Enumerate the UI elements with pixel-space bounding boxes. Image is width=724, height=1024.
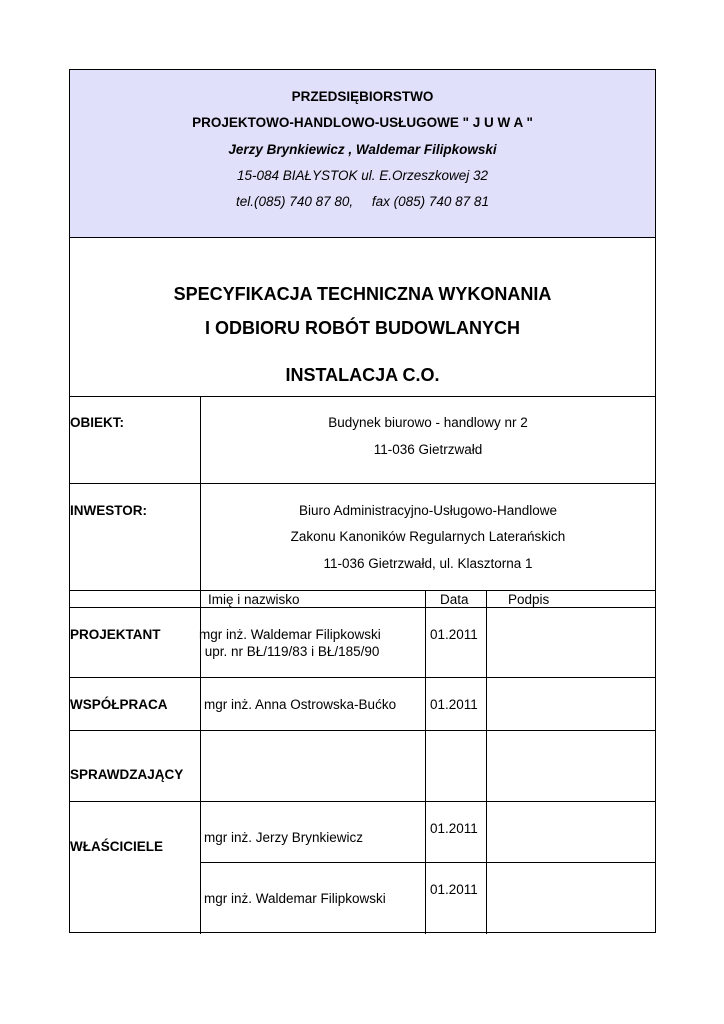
projektant-date: 01.2011 — [430, 627, 478, 642]
column-divider — [200, 396, 201, 934]
company-line1: PRZEDSIĘBIORSTWO — [291, 89, 434, 104]
divider — [70, 677, 655, 678]
divider — [70, 483, 655, 484]
title-page-frame — [69, 69, 656, 933]
sprawdzajacy-label: SPRAWDZAJĄCY — [70, 767, 184, 782]
owner1-name: mgr inż. Jerzy Brynkiewicz — [204, 830, 364, 845]
company-address: 15-084 BIAŁYSTOK ul. E.Orzeszkowej 32 — [236, 168, 489, 183]
divider — [70, 801, 655, 802]
document-title-line1: SPECYFIKACJA TECHNICZNA WYKONANIA — [173, 284, 552, 304]
projektant-name: mgr inż. Waldemar Filipkowski — [199, 627, 381, 642]
inwestor-line1: Biuro Administracyjno-Usługowo-Handlowe — [298, 503, 558, 518]
divider — [200, 862, 655, 863]
obiekt-label: OBIEKT: — [70, 415, 124, 430]
wlasciciele-label: WŁAŚCICIELE — [70, 839, 163, 854]
company-line2: PROJEKTOWO-HANDLOWO-USŁUGOWE " J U W A " — [192, 115, 533, 130]
divider — [70, 607, 655, 608]
projektant-label: PROJEKTANT — [70, 627, 161, 642]
divider — [70, 590, 655, 591]
column-divider — [486, 590, 487, 934]
wspolpraca-label: WSPÓŁPRACA — [70, 697, 168, 712]
wspolpraca-name: mgr inż. Anna Ostrowska-Bućko — [204, 697, 397, 712]
wspolpraca-date: 01.2011 — [430, 697, 478, 712]
owner2-date: 01.2011 — [430, 882, 478, 897]
document-subject: INSTALACJA C.O. — [285, 365, 440, 385]
inwestor-line3: 11-036 Gietrzwałd, ul. Klasztorna 1 — [323, 556, 533, 571]
column-divider — [425, 590, 426, 934]
owner2-name: mgr inż. Waldemar Filipkowski — [204, 891, 386, 906]
inwestor-line2: Zakonu Kanoników Regularnych Laterańskich — [290, 529, 566, 544]
divider — [70, 730, 655, 731]
divider — [70, 237, 655, 238]
inwestor-label: INWESTOR: — [70, 503, 147, 518]
divider — [70, 396, 655, 397]
company-header — [70, 70, 655, 237]
header-signature: Podpis — [508, 592, 550, 607]
owner1-date: 01.2011 — [430, 821, 478, 836]
obiekt-line2: 11-036 Gietrzwałd — [373, 442, 483, 457]
header-name: Imię i nazwisko — [208, 592, 300, 607]
company-contact: tel.(085) 740 87 80, fax (085) 740 87 81 — [236, 194, 489, 209]
projektant-license: upr. nr BŁ/119/83 i BŁ/185/90 — [201, 644, 380, 659]
header-date: Data — [440, 592, 469, 607]
document-title-line2: I ODBIORU ROBÓT BUDOWLANYCH — [205, 318, 520, 338]
obiekt-line1: Budynek biurowo - handlowy nr 2 — [328, 415, 528, 430]
company-owners: Jerzy Brynkiewicz , Waldemar Filipkowski — [228, 142, 497, 157]
